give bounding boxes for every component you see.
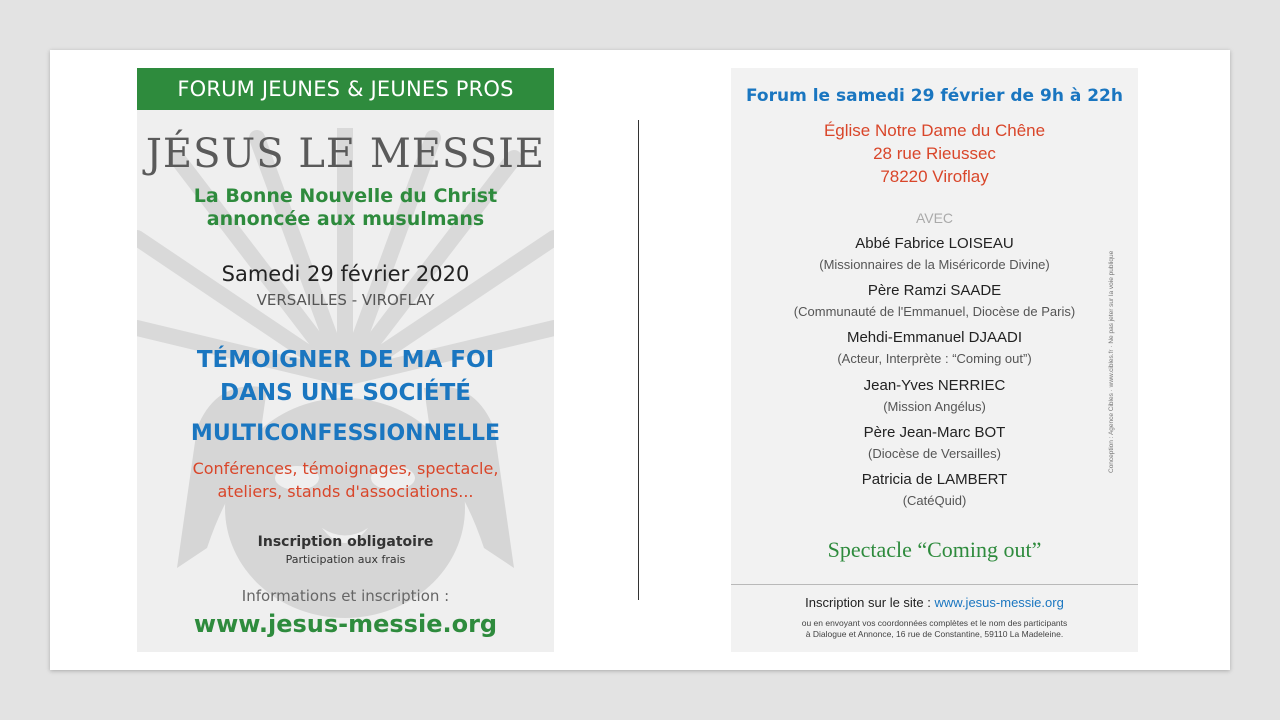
speaker-org: (Diocèse de Versailles) — [868, 446, 1001, 461]
speaker-org: (Acteur, Interprète : “Coming out”) — [837, 351, 1032, 366]
speaker-org: (Communauté de l'Emmanuel, Diocèse de Paris) — [793, 304, 1076, 319]
divider-line — [638, 120, 639, 600]
website-link[interactable]: www.jesus-messie.org — [193, 610, 498, 638]
theme-line-2: DANS UNE SOCIÉTÉ — [219, 380, 472, 406]
venue-city: 78220 Viroflay — [880, 167, 989, 186]
speaker-name: Abbé Fabrice LOISEAU — [855, 235, 1014, 252]
activities-line-2: ateliers, stands d'associations... — [217, 482, 474, 501]
speaker-name: Père Jean-Marc BOT — [863, 424, 1006, 441]
forum-banner: FORUM JEUNES & JEUNES PROS — [137, 68, 554, 110]
participation-fees: Participation aux frais — [285, 553, 406, 566]
fine-print-line-1: ou en envoyant vos coordonnées complètes et le nom des participants — [801, 618, 1068, 628]
speaker-org: (CatéQuid) — [902, 493, 967, 508]
vertical-credit: Conception : Agence Cibles · www.cibles.fr · Ne pas jeter sur la voie publique — [1108, 250, 1115, 473]
speaker-name: Père Ramzi SAADE — [867, 282, 1002, 299]
fine-print-line-2: à Dialogue et Annonce, 16 rue de Constantine, 59110 La Madeleine. — [805, 629, 1064, 639]
signup-url[interactable]: www.jesus-messie.org — [934, 595, 1064, 610]
spectacle-title: Spectacle “Coming out” — [827, 537, 1042, 562]
subtitle-line-1: La Bonne Nouvelle du Christ — [193, 185, 498, 207]
speaker-org: (Missionnaires de la Miséricorde Divine) — [819, 257, 1050, 272]
speaker-org: (Mission Angélus) — [883, 399, 986, 414]
subtitle-line-2: annoncée aux musulmans — [206, 208, 485, 230]
event-date: Samedi 29 février 2020 — [221, 262, 470, 286]
speaker-name: Jean-Yves NERRIEC — [863, 377, 1006, 394]
flyer-title: JÉSUS LE MESSIE — [145, 131, 546, 177]
inscription-required: Inscription obligatoire — [257, 534, 434, 550]
theme-line-3: MULTICONFESSIONNELLE — [190, 421, 501, 446]
avec-label: AVEC — [915, 210, 954, 226]
footer-divider — [731, 584, 1138, 585]
signup-line — [731, 594, 1138, 612]
flyer-front — [137, 68, 554, 652]
venue-street: 28 rue Rieussec — [873, 144, 996, 163]
forum-schedule: Forum le samedi 29 février de 9h à 22h — [746, 86, 1123, 106]
theme-line-1: TÉMOIGNER DE MA FOI — [196, 347, 495, 373]
flyer-back — [731, 68, 1138, 652]
venue-name: Église Notre Dame du Chêne — [823, 121, 1046, 140]
signup-label: Inscription sur le site : — [805, 595, 931, 610]
info-label: Informations et inscription : — [241, 587, 450, 605]
event-location: VERSAILLES - VIROFLAY — [256, 291, 435, 309]
speaker-name: Mehdi-Emmanuel DJAADI — [846, 329, 1023, 346]
activities-line-1: Conférences, témoignages, spectacle, — [192, 459, 499, 478]
speaker-name: Patricia de LAMBERT — [861, 471, 1008, 488]
